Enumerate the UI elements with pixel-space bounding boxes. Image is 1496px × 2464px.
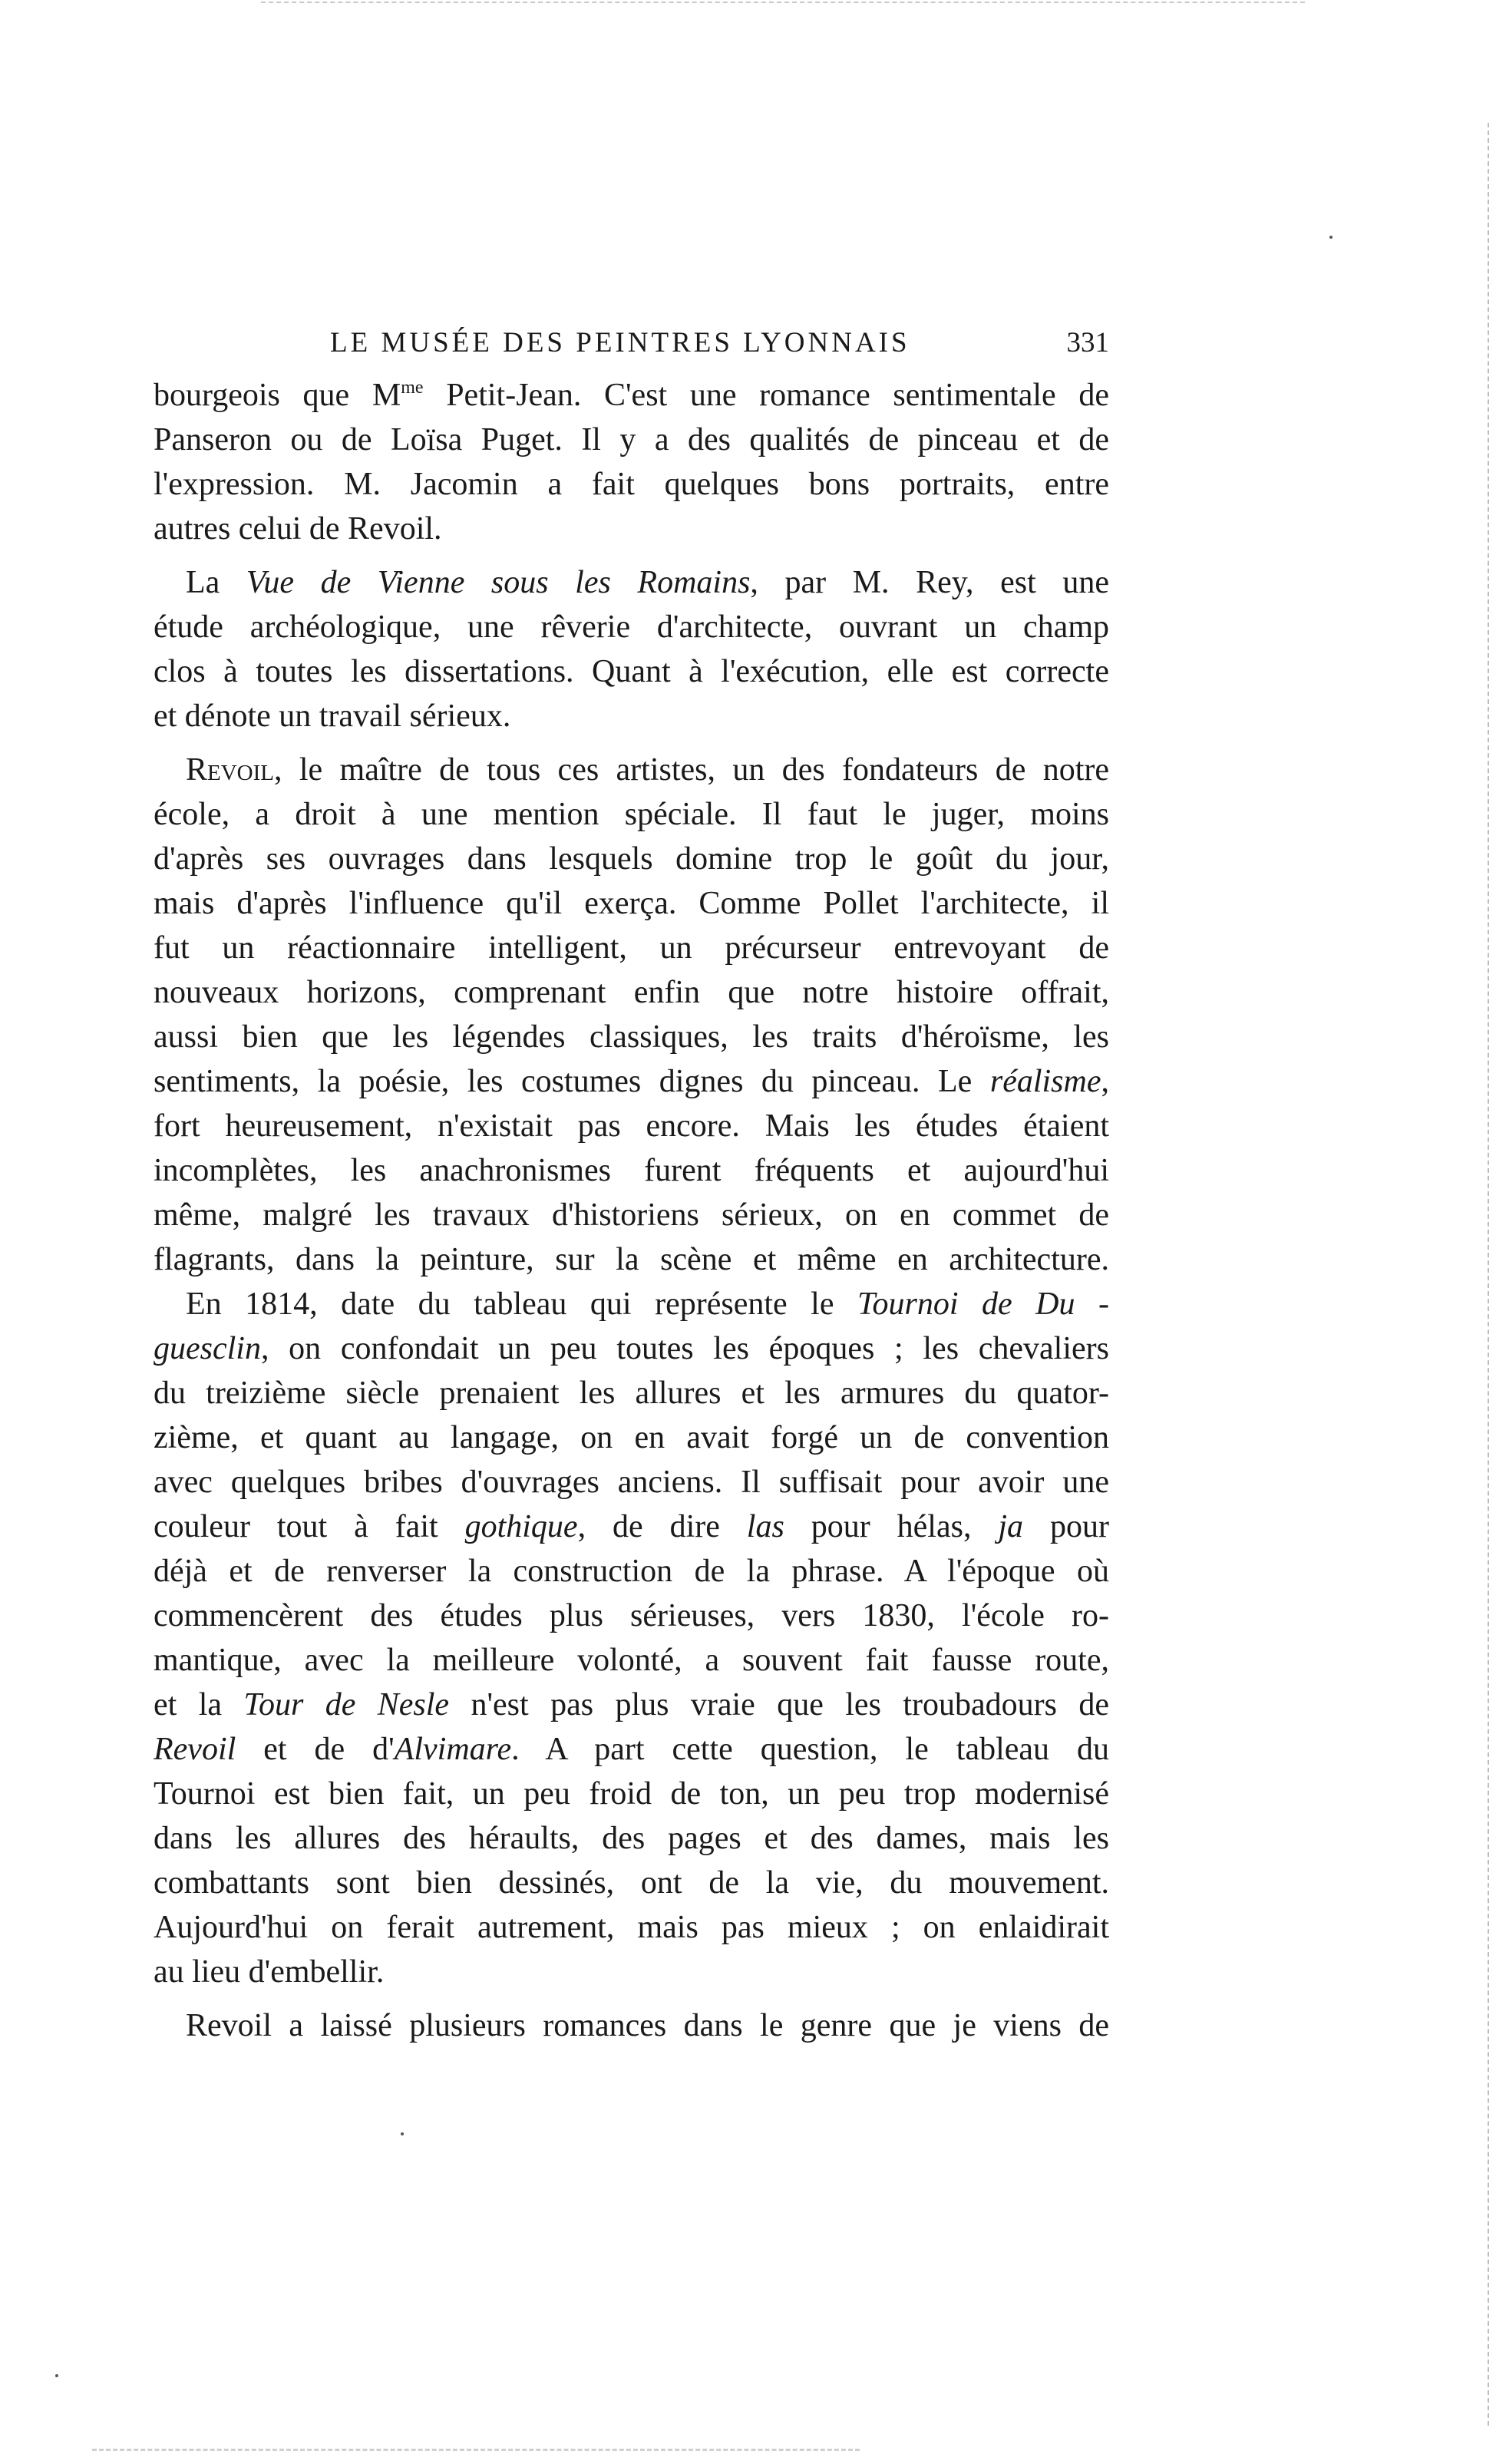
text-line: La Vue de Vienne sous les Romains, par M. Rey, est une bbox=[186, 565, 1109, 600]
running-title: LE MUSÉE DES PEINTRES LYONNAIS bbox=[330, 327, 910, 358]
text-line: bourgeois que $M^{me}$ Petit-Jean. C'est une romance sentimentale de bbox=[154, 378, 1109, 413]
text-line: Revoil et de d'Alvimare. A part cette question, le tableau du bbox=[154, 1732, 1109, 1767]
text-line: Revoil a laissé plusieurs romances dans le genre que je viens de bbox=[186, 2008, 1109, 2043]
text-line: couleur tout à fait gothique, de dire las pour hélas, ja pour bbox=[154, 1509, 1109, 1544]
text-line: zième, et quant au langage, on en avait forgé un de convention bbox=[154, 1420, 1109, 1455]
text-line: dans les allures des héraults, des pages et des dames, mais les bbox=[154, 1821, 1109, 1856]
text-line: aussi bien que les légendes classiques, les traits d'héroïsme, les bbox=[154, 1019, 1109, 1055]
scan-edge-right bbox=[1488, 123, 1491, 2426]
text-line: flagrants, dans la peinture, sur la scène et même en architecture. bbox=[154, 1242, 1109, 1277]
text-line: En 1814, date du tableau qui représente le Tournoi de Du - bbox=[186, 1286, 1109, 1322]
page-number: 331 bbox=[1066, 327, 1109, 358]
text-line: mantique, avec la meilleure volonté, a souvent fait fausse route, bbox=[154, 1643, 1109, 1678]
text-line: fut un réactionnaire intelligent, un précurseur entrevoyant de bbox=[154, 930, 1109, 966]
scan-edge-bottom bbox=[92, 2449, 860, 2452]
body-text bbox=[154, 373, 1109, 2048]
text-line: Revoil, le maître de tous ces artistes, un des fondateurs de notre bbox=[186, 752, 1109, 788]
text-line: Panseron ou de Loïsa Puget. Il y a des qualités de pinceau et de bbox=[154, 422, 1109, 457]
text-line: du treizième siècle prenaient les allures et les armures du quator- bbox=[154, 1376, 1109, 1411]
text-line: étude archéologique, une rêverie d'architecte, ouvrant un champ bbox=[154, 609, 1109, 645]
text-line: l'expression. M. Jacomin a fait quelques bons portraits, entre bbox=[154, 467, 1109, 502]
text-line: sentiments, la poésie, les costumes dignes du pinceau. Le réalisme, bbox=[154, 1064, 1109, 1099]
paragraph bbox=[154, 748, 1109, 1282]
text-line: mais d'après l'influence qu'il exerça. Comme Pollet l'architecte, il bbox=[154, 886, 1109, 921]
paragraph bbox=[154, 373, 1109, 551]
paragraph bbox=[154, 560, 1109, 738]
text-line: guesclin, on confondait un peu toutes les époques ; les chevaliers bbox=[154, 1331, 1109, 1366]
paragraph bbox=[154, 1282, 1109, 1994]
scan-speck bbox=[1329, 236, 1333, 239]
text-line: autres celui de Revoil. bbox=[154, 511, 442, 547]
text-line: même, malgré les travaux d'historiens sérieux, on en commet de bbox=[154, 1197, 1109, 1233]
scan-edge-top bbox=[261, 2, 1305, 5]
text-line: combattants sont bien dessinés, ont de la vie, du mouvement. bbox=[154, 1865, 1109, 1901]
scan-speck bbox=[55, 2374, 58, 2377]
text-line: et dénote un travail sérieux. bbox=[154, 699, 511, 734]
running-head bbox=[154, 326, 1109, 369]
text-line: incomplètes, les anachronismes furent fréquents et aujourd'hui bbox=[154, 1153, 1109, 1188]
text-line: déjà et de renverser la construction de la phrase. A l'époque où bbox=[154, 1554, 1109, 1589]
text-line: avec quelques bribes d'ouvrages anciens. Il suffisait pour avoir une bbox=[154, 1465, 1109, 1500]
text-line: et la Tour de Nesle n'est pas plus vraie que les troubadours de bbox=[154, 1687, 1109, 1722]
text-line: commencèrent des études plus sérieuses, vers 1830, l'école ro- bbox=[154, 1598, 1109, 1633]
scan-speck bbox=[401, 2132, 404, 2135]
text-line: nouveaux horizons, comprenant enfin que notre histoire offrait, bbox=[154, 975, 1109, 1010]
text-line: école, a droit à une mention spéciale. Il faut le juger, moins bbox=[154, 797, 1109, 832]
text-line: au lieu d'embellir. bbox=[154, 1954, 385, 1990]
text-line: Aujourd'hui on ferait autrement, mais pas mieux ; on enlaidirait bbox=[154, 1910, 1109, 1945]
paragraph bbox=[154, 2003, 1109, 2048]
text-line: d'après ses ouvrages dans lesquels domine trop le goût du jour, bbox=[154, 841, 1109, 877]
text-line: clos à toutes les dissertations. Quant à l'exécution, elle est correcte bbox=[154, 654, 1109, 689]
text-line: Tournoi est bien fait, un peu froid de ton, un peu trop modernisé bbox=[154, 1776, 1109, 1812]
text-line: fort heureusement, n'existait pas encore. Mais les études étaient bbox=[154, 1108, 1109, 1144]
